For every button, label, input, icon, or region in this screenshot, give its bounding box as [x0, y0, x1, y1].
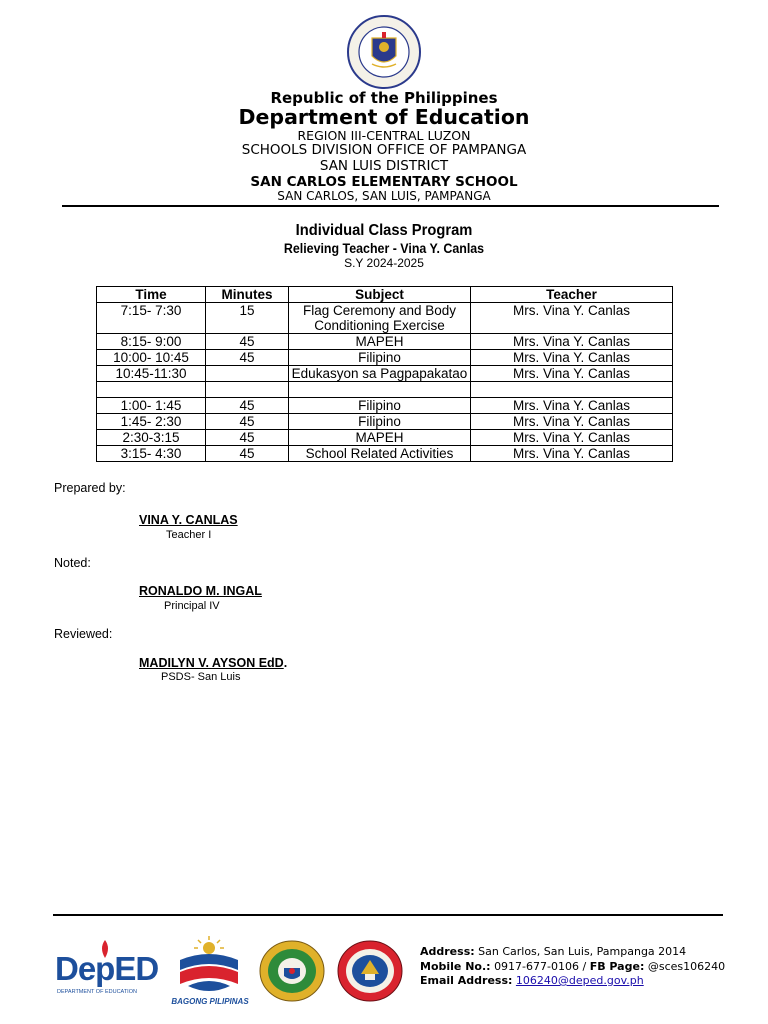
cell-minutes: 15: [206, 303, 289, 334]
mobile-label: Mobile No.:: [420, 960, 491, 973]
deped-seal-logo: [346, 14, 422, 90]
cell-time: 10:45-11:30: [97, 366, 206, 382]
school-year: S.Y 2024-2025: [344, 256, 424, 270]
noted-by-position: Principal IV: [164, 600, 220, 612]
cell-subject: Flag Ceremony and Body Conditioning Exercise: [289, 303, 471, 334]
table-row: [97, 350, 673, 366]
email-label: Email Address:: [420, 974, 513, 987]
republic-heading: Republic of the Philippines: [270, 89, 498, 107]
cell-time: 7:15- 7:30: [97, 303, 206, 334]
bagong-pilipinas-emblem-icon: [176, 936, 242, 996]
footer-contact-line: [420, 960, 725, 973]
address-label: Address:: [420, 945, 475, 958]
prepared-by-label: Prepared by:: [54, 481, 126, 495]
cell-teacher: Mrs. Vina Y. Canlas: [471, 334, 673, 350]
cell-minutes: [206, 382, 289, 398]
school-address: SAN CARLOS, SAN LUIS, PAMPANGA: [277, 189, 491, 203]
cell-teacher: Mrs. Vina Y. Canlas: [471, 430, 673, 446]
table-row: [97, 398, 673, 414]
cell-teacher: [471, 382, 673, 398]
reviewed-by-name-period: .: [283, 656, 288, 670]
cell-teacher: Mrs. Vina Y. Canlas: [471, 350, 673, 366]
reviewed-by-name: MADILYN V. AYSON EdD: [139, 656, 284, 670]
cell-time: 1:45- 2:30: [97, 414, 206, 430]
cell-minutes: 45: [206, 446, 289, 462]
cell-subject: MAPEH: [289, 334, 471, 350]
email-link[interactable]: 106240@deped.gov.ph: [515, 974, 644, 987]
table-row: [97, 414, 673, 430]
deped-logo: [55, 940, 160, 1000]
header-divider: [62, 205, 719, 207]
deped-wordmark: DepED: [55, 950, 159, 987]
cell-teacher: Mrs. Vina Y. Canlas: [471, 366, 673, 382]
cell-time: 3:15- 4:30: [97, 446, 206, 462]
column-header-subject: Subject: [289, 287, 471, 303]
table-row: [97, 366, 673, 382]
column-header-minutes: Minutes: [206, 287, 289, 303]
cell-minutes: 45: [206, 414, 289, 430]
fb-page-value: @sces106240: [647, 960, 726, 973]
cell-teacher: Mrs. Vina Y. Canlas: [471, 398, 673, 414]
cell-subject: Filipino: [289, 414, 471, 430]
noted-label: Noted:: [54, 556, 91, 570]
division-text: SCHOOLS DIVISION OFFICE OF PAMPANGA: [241, 142, 527, 158]
cell-subject: [289, 382, 471, 398]
school-name: SAN CARLOS ELEMENTARY SCHOOL: [250, 174, 518, 190]
reviewed-label: Reviewed:: [54, 627, 113, 641]
document-subtitle: Relieving Teacher - Vina Y. Canlas: [283, 241, 485, 256]
cell-minutes: [206, 366, 289, 382]
footer-address-line: [420, 945, 686, 958]
division-seal-logo: [259, 940, 325, 1002]
reviewed-by-name-wrap: [139, 656, 287, 670]
cell-subject: Filipino: [289, 398, 471, 414]
cell-subject: MAPEH: [289, 430, 471, 446]
table-row: [97, 334, 673, 350]
deped-wordmark-subtitle: DEPARTMENT OF EDUCATION: [57, 989, 137, 995]
cell-subject: Filipino: [289, 350, 471, 366]
bagong-pilipinas-logo: [172, 936, 247, 1008]
cell-minutes: 45: [206, 334, 289, 350]
cell-minutes: 45: [206, 350, 289, 366]
cell-time: 8:15- 9:00: [97, 334, 206, 350]
region-text: REGION III-CENTRAL LUZON: [297, 128, 471, 143]
document-title: Individual Class Program: [295, 222, 473, 239]
cell-minutes: 45: [206, 398, 289, 414]
noted-by-name: RONALDO M. INGAL: [139, 584, 262, 598]
reviewed-by-position: PSDS- San Luis: [161, 671, 241, 683]
fb-page-label: FB Page:: [589, 960, 645, 973]
table-row: [97, 446, 673, 462]
footer-email-line: [420, 974, 644, 987]
cell-teacher: Mrs. Vina Y. Canlas: [471, 446, 673, 462]
address-value: San Carlos, San Luis, Pampanga 2014: [478, 945, 687, 958]
cell-minutes: 45: [206, 430, 289, 446]
prepared-by-name: VINA Y. CANLAS: [139, 513, 238, 527]
district-text: SAN LUIS DISTRICT: [319, 158, 449, 174]
cell-teacher: Mrs. Vina Y. Canlas: [471, 414, 673, 430]
cell-time: 1:00- 1:45: [97, 398, 206, 414]
column-header-time: Time: [97, 287, 206, 303]
cell-subject: School Related Activities: [289, 446, 471, 462]
bagong-pilipinas-text: BAGONG PILIPINAS: [171, 997, 249, 1006]
mobile-value: 0917-677-0106 /: [494, 960, 587, 973]
table-row-empty: [97, 382, 673, 398]
school-seal-logo: [337, 940, 403, 1002]
class-program-table: [96, 286, 673, 462]
table-row: [97, 430, 673, 446]
column-header-teacher: Teacher: [471, 287, 673, 303]
cell-time: [97, 382, 206, 398]
table-header-row: [97, 287, 673, 303]
cell-teacher: Mrs. Vina Y. Canlas: [471, 303, 673, 334]
cell-subject: Edukasyon sa Pagpapakatao: [289, 366, 471, 382]
department-heading: Department of Education: [238, 105, 530, 129]
table-row: [97, 303, 673, 334]
prepared-by-position: Teacher I: [166, 529, 212, 541]
cell-time: 2:30-3:15: [97, 430, 206, 446]
cell-time: 10:00- 10:45: [97, 350, 206, 366]
footer-divider: [53, 914, 723, 916]
